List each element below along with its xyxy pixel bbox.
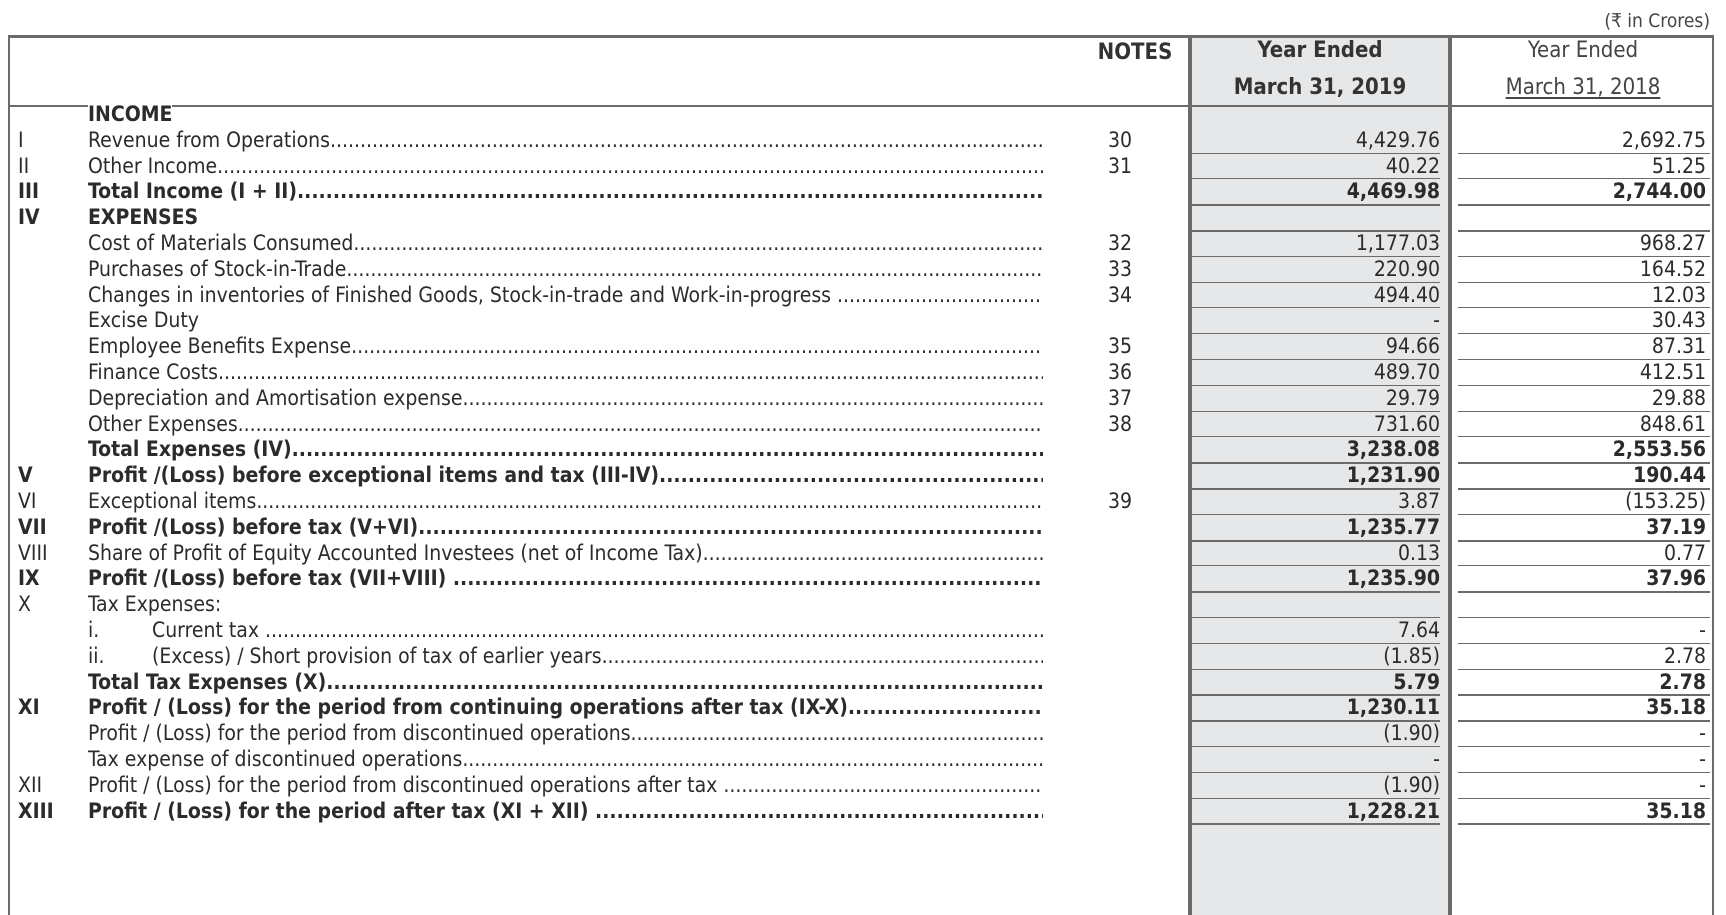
value-2019: 1,235.90 [1346,566,1440,591]
notes-header: NOTES [1097,40,1173,65]
table-row [0,229,1726,258]
value-2019: 1,177.03 [1355,231,1440,255]
row-label-text: Exceptional items [88,489,257,513]
table-row [0,487,1726,516]
row-note-ref: 32 [1107,231,1133,255]
row-number: IX [18,566,40,591]
table-row [0,126,1726,155]
row-label [88,177,1043,205]
value-2018: - [1699,618,1706,642]
table-row [0,797,1726,826]
table-row [0,384,1726,413]
row-label [88,642,1043,670]
table-row [0,564,1726,593]
value-2019: 4,429.76 [1355,127,1440,152]
value-2019: (1.90) [1383,721,1440,746]
row-label [88,771,1043,799]
value-2019: 1,231.90 [1346,463,1440,488]
row-number: II [18,153,30,178]
table-row [0,410,1726,439]
row-label [88,332,1043,360]
row-note-ref: 34 [1107,282,1133,307]
value-2019: 3.87 [1397,489,1440,513]
cell-rule-2019 [1192,823,1440,825]
value-2019: 220.90 [1373,256,1440,281]
table-row [0,255,1726,284]
value-2018: 2,744.00 [1612,179,1706,204]
row-label-text: Changes in inventories of Finished Goods, Stock-in-trade and Work-in-progress [88,282,838,307]
row-label-text: Revenue from Operations [88,127,330,152]
row-label-text: INCOME [88,102,173,126]
row-label-text: Share of Profit of Equity Accounted Investees (net of Income Tax) [88,540,703,565]
table-row [0,616,1726,645]
table-row [0,358,1726,387]
value-2018: 2,553.56 [1612,437,1706,462]
row-label-text: Current tax [152,618,266,642]
row-label-text: Employee Benefits Expense [88,334,352,359]
table-row [0,332,1726,361]
row-label-text: Tax expense of discontinued operations [88,747,463,771]
row-label-text: Total Tax Expenses (X) [88,669,327,694]
value-2019: - [1433,308,1440,333]
table-row [0,100,1726,129]
row-label-text: Excise Duty [88,308,199,333]
row-label-text: Finance Costs [88,360,218,384]
row-label [88,410,1043,438]
row-number: VIII [18,540,48,565]
value-2018: 35.18 [1646,695,1706,720]
value-2019: 40.22 [1385,153,1440,178]
cell-rule-2018 [1458,823,1710,825]
row-label-text: Total Income (I + II) [88,179,297,204]
value-2019: 731.60 [1373,411,1440,436]
currency-unit-note: (₹ in Crores) [1604,10,1710,32]
value-2019: 0.13 [1397,540,1440,565]
row-label-text: Other Income [88,153,218,178]
row-note-ref: 37 [1107,385,1133,410]
row-number: VI [18,489,37,513]
value-2019: 1,228.21 [1346,798,1440,823]
row-label [88,306,1043,334]
row-label [88,461,1043,489]
value-2018: - [1699,772,1706,797]
value-2019: (1.90) [1383,772,1440,797]
table-row [0,203,1726,232]
value-2018: 87.31 [1651,334,1706,359]
row-note-ref: 33 [1107,256,1133,281]
col1-header-line2: March 31, 2019 [1233,75,1407,100]
row-label [88,590,1043,618]
row-label-text: Profit / (Loss) for the period from discontinued operations [88,721,631,746]
row-note-ref: 31 [1107,153,1133,178]
row-number: XI [18,695,40,720]
row-label-text: Profit / (Loss) for the period from discontinued operations after tax [88,772,724,797]
value-2018: (153.25) [1625,489,1706,513]
col2-header-line2: March 31, 2018 [1505,75,1661,100]
row-label-text: Depreciation and Amortisation expense [88,385,463,410]
table-row [0,435,1726,464]
value-2019: 1,230.11 [1346,695,1440,720]
row-label [88,126,1043,154]
col2-header-line1: Year Ended [1527,38,1639,63]
value-2019: 94.66 [1385,334,1440,359]
row-label [88,100,1043,128]
table-row [0,642,1726,671]
sub-item-marker: i. [88,618,100,642]
row-label-text: Purchases of Stock-in-Trade [88,256,347,281]
table-row [0,719,1726,748]
value-2018: 2,692.75 [1621,127,1706,152]
row-label [88,668,1043,696]
table-row [0,590,1726,619]
row-note-ref: 38 [1107,411,1133,436]
value-2019: 5.79 [1393,669,1440,694]
row-label [88,358,1043,386]
row-label [88,435,1043,463]
value-2019: - [1433,747,1440,771]
row-label-text: Profit /(Loss) before tax (VII+VIII) [88,566,453,591]
table-row [0,177,1726,206]
value-2019: 29.79 [1385,385,1440,410]
value-2018: 968.27 [1639,231,1706,255]
row-label [88,152,1043,180]
value-2018: - [1699,747,1706,771]
value-2018: 190.44 [1633,463,1706,488]
row-label [88,203,1043,231]
value-2018: - [1699,721,1706,746]
table-row [0,461,1726,490]
value-2019: 1,235.77 [1346,514,1440,539]
value-2018: 35.18 [1646,798,1706,823]
row-label [88,564,1043,592]
table-row [0,745,1726,774]
row-label [88,255,1043,283]
table-row [0,668,1726,697]
value-2019: (1.85) [1383,643,1440,668]
table-row [0,152,1726,181]
table-row [0,539,1726,568]
row-label-text: Profit / (Loss) for the period from continuing operations after tax (IX-X) [88,695,848,720]
value-2018: 2.78 [1659,669,1706,694]
row-label [88,513,1043,541]
row-number: III [18,179,40,204]
row-label [88,719,1043,747]
row-note-ref: 36 [1107,360,1133,384]
table-row [0,771,1726,800]
row-label [88,487,1043,515]
row-label-text: EXPENSES [88,205,199,230]
value-2018: 2.78 [1663,643,1706,668]
sub-item-marker: ii. [88,643,105,668]
value-2018: 164.52 [1639,256,1706,281]
value-2018: 29.88 [1651,385,1706,410]
row-label-text: (Excess) / Short provision of tax of earlier years [152,643,602,668]
row-label [88,616,1043,644]
value-2018: 37.19 [1646,514,1706,539]
row-number: I [18,127,24,152]
row-number: XIII [18,798,54,823]
table-row [0,306,1726,335]
row-label [88,693,1043,721]
table-row [0,281,1726,310]
value-2018: 0.77 [1663,540,1706,565]
value-2019: 3,238.08 [1346,437,1440,462]
value-2019: 4,469.98 [1346,179,1440,204]
row-number: XII [18,772,43,797]
row-label [88,539,1043,567]
row-label-text: Profit /(Loss) before tax (V+VI) [88,514,419,539]
row-note-ref: 35 [1107,334,1133,359]
row-note-ref: 39 [1107,489,1133,513]
value-2018: 30.43 [1651,308,1706,333]
row-number: VII [18,514,47,539]
row-note-ref: 30 [1107,127,1133,152]
value-2018: 37.96 [1646,566,1706,591]
row-label-text: Tax Expenses: [88,592,222,617]
row-label [88,281,1043,309]
value-2018: 51.25 [1651,153,1706,178]
row-label-text: Other Expenses [88,411,238,436]
row-label [88,745,1043,773]
row-label-text: Total Expenses (IV) [88,437,292,462]
row-number: IV [18,205,40,230]
table-row [0,513,1726,542]
row-label [88,229,1043,257]
row-number: X [18,592,31,617]
row-label [88,384,1043,412]
value-2018: 12.03 [1651,282,1706,307]
col1-header-line1: Year Ended [1257,38,1383,63]
row-label [88,797,1043,825]
row-label-text: Cost of Materials Consumed [88,231,354,255]
table-row [0,693,1726,722]
value-2018: 848.61 [1639,411,1706,436]
row-number: V [18,463,33,488]
value-2018: 412.51 [1639,360,1706,384]
value-2019: 494.40 [1373,282,1440,307]
value-2019: 489.70 [1373,360,1440,384]
row-label-text: Profit / (Loss) for the period after tax (XI + XII) [88,798,596,823]
value-2019: 7.64 [1397,618,1440,642]
row-label-text: Profit /(Loss) before exceptional items and tax (III-IV) [88,463,660,488]
